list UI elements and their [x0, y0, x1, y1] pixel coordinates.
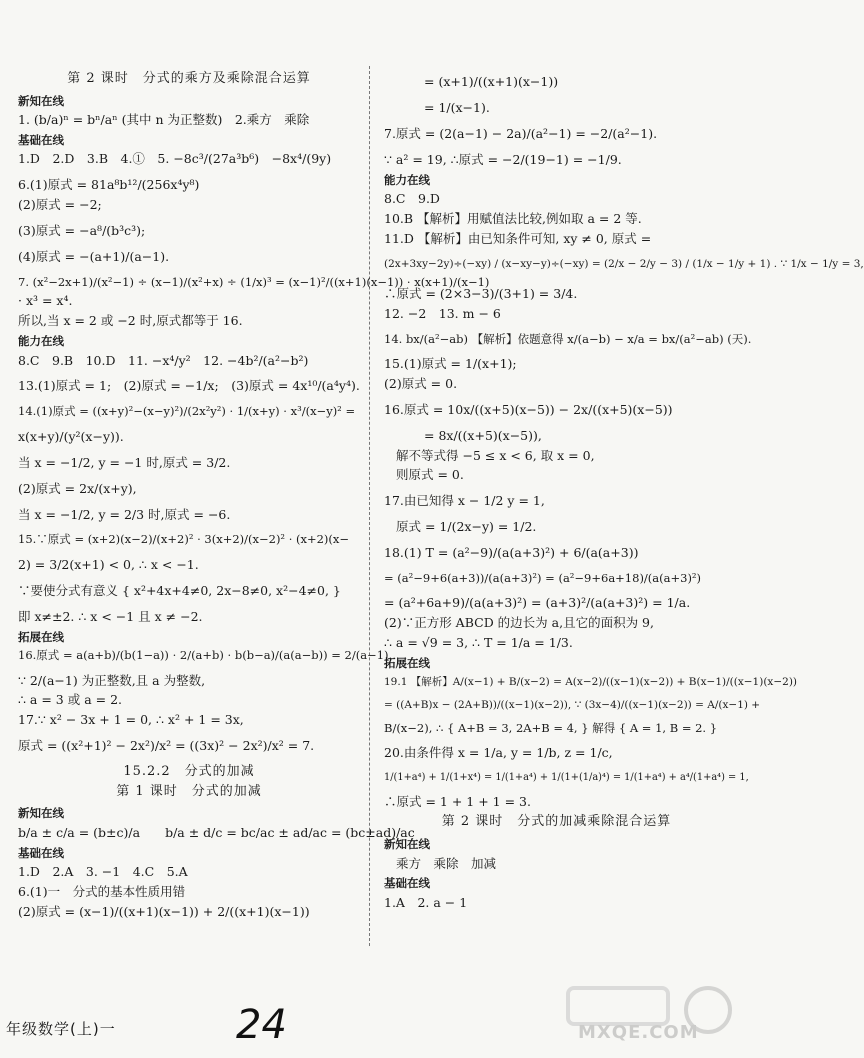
answer-line: ∴原式 = 1 + 1 + 1 = 3. [384, 793, 531, 809]
page-number: 24 [236, 1002, 287, 1048]
answer-line: 8.C 9.D [384, 191, 440, 207]
answer-line: 原式 = ((x²+1)² − 2x²)/x² = ((3x)² − 2x²)/x² = 7. [18, 738, 315, 754]
heading-nengli: 能力在线 [18, 334, 64, 349]
answer-line: 乘方 乘除 加减 [396, 855, 497, 871]
answer-line: 17.由已知得 x − 1/2 y = 1, [384, 493, 545, 509]
answer-line: = 8x/((x+5)(x−5)), [424, 427, 542, 443]
answer-line: (2x+3xy−2y)÷(−xy) / (x−xy−y)÷(−xy) = (2/x − 2/y − 3) / (1/x − 1/y + 1) . ∵ 1/x − 1/y = 3, [384, 257, 864, 270]
answer-line: x(x+y)/(y²(x−y)). [18, 428, 124, 444]
answer-line: B/(x−2), ∴ { A+B = 3, 2A+B = 4, } 解得 { A = 1, B = 2. } [384, 720, 718, 735]
answer-line: (3)原式 = −a⁸/(b³c³); [18, 223, 146, 239]
answer-line: ∴ a = 3 或 a = 2. [18, 692, 122, 708]
answer-line: 13.(1)原式 = 1; (2)原式 = −1/x; (3)原式 = 4x¹⁰/(a⁴y⁴). [18, 378, 360, 394]
answer-line: = 1/(x−1). [424, 99, 490, 115]
answer-line: 7.原式 = (2(a−1) − 2a)/(a²−1) = −2/(a²−1). [384, 125, 658, 141]
answer-line: 16.原式 = 10x/((x+5)(x−5)) − 2x/((x+5)(x−5)) [384, 401, 673, 417]
heading-xinzhi: 新知在线 [384, 836, 430, 851]
answer-line: 11.D 【解析】由已知条件可知, xy ≠ 0, 原式 = [384, 230, 652, 246]
answer-line: 14.(1)原式 = ((x+y)²−(x−y)²)/(2x²y²) · 1/(x+y) · x³/(x−y)² = [18, 404, 356, 419]
answer-line: 16.原式 = a(a+b)/(b(1−a)) · 2/(a+b) · b(b−a)/(a(a−b)) = 2/(a−1). [18, 648, 393, 663]
section-title: 第 2 课时 分式的乘方及乘除混合运算 [67, 71, 311, 86]
answer-line: 解不等式得 −5 ≤ x < 6, 取 x = 0, [396, 447, 595, 463]
answer-line: 所以,当 x = 2 或 −2 时,原式都等于 16. [18, 313, 243, 329]
answer-line: 8.C 9.B 10.D 11. −x⁴/y² 12. −4b²/(a²−b²) [18, 352, 309, 368]
answer-line: 6.(1)原式 = 81a⁸b¹²/(256x⁴y⁸) [18, 177, 200, 193]
column-divider [369, 66, 370, 946]
answer-line: 18.(1) T = (a²−9)/(a(a+3)²) + 6/(a(a+3)) [384, 545, 639, 561]
book-footer: 年级数学(上)一 [6, 1020, 116, 1038]
answer-line: (4)原式 = −(a+1)/(a−1). [18, 248, 170, 264]
answer-line: 1. (b/a)ⁿ = bⁿ/aⁿ (其中 n 为正整数) 2.乘方 乘除 [18, 112, 310, 128]
answer-line: 7. (x²−2x+1)/(x²−1) ÷ (x−1)/(x²+x) ÷ (1/x)³ = (x−1)²/((x+1)(x−1)) · x(x+1)/(x−1) [18, 274, 490, 289]
answer-line: ∵ 2/(a−1) 为正整数,且 a 为整数, [18, 672, 206, 688]
answer-line: 15.∵原式 = (x+2)(x−2)/(x+2)² · 3(x+2)/(x−2)² · (x+2)(x− [18, 532, 350, 547]
right-column [384, 74, 864, 915]
answer-line: 则原式 = 0. [396, 467, 464, 483]
answer-line: 1.D 2.D 3.B 4.① 5. −8c³/(27a³b⁶) −8x⁴/(9y) [18, 151, 332, 167]
answer-line: (2)∵正方形 ABCD 的边长为 a,且它的面积为 9, [384, 615, 654, 631]
answer-line: (2)原式 = 2x/(x+y), [18, 480, 137, 496]
answer-line: (2)原式 = (x−1)/((x+1)(x−1)) + 2/((x+1)(x−1)) [18, 903, 310, 919]
answer-line: ∵要使分式有意义 { x²+4x+4≠0, 2x−8≠0, x²−4≠0, } [18, 582, 341, 598]
answer-line: = (a²−9+6(a+3))/(a(a+3)²) = (a²−9+6a+18)/(a(a+3)²) [384, 570, 702, 585]
watermark-icon [548, 982, 738, 1054]
answer-line: · x³ = x⁴. [18, 293, 73, 309]
heading-jichu: 基础在线 [18, 132, 64, 147]
answer-line: ∵ a² = 19, ∴原式 = −2/(19−1) = −1/9. [384, 151, 622, 167]
answer-line: ∴ a = √9 = 3, ∴ T = 1/a = 1/3. [384, 635, 573, 651]
section-heading: 15.2.2 分式的加减 [123, 764, 255, 780]
answer-line: 1.A 2. a − 1 [384, 894, 468, 910]
answer-line: 1.D 2.A 3. −1 4.C 5.A [18, 864, 188, 880]
answer-line: b/a ± c/a = (b±c)/a b/a ± d/c = bc/ac ± ad/ac = (bc±ad)/ac [18, 824, 415, 840]
heading-nengli: 能力在线 [384, 172, 430, 187]
heading-jichu: 基础在线 [18, 845, 64, 860]
answer-line: 19.1 【解析】A/(x−1) + B/(x−2) = A(x−2)/((x−1)(x−2)) + B(x−1)/((x−1)(x−2)) [384, 675, 798, 688]
lesson-title: 第 2 课时 分式的加减乘除混合运算 [441, 814, 672, 830]
answer-line: 2) = 3/2(x+1) < 0, ∴ x < −1. [18, 556, 199, 572]
answer-line: = ((A+B)x − (2A+B))/((x−1)(x−2)), ∵ (3x−4)/((x−1)(x−2)) = A/(x−1) + [384, 698, 761, 711]
answer-line: 当 x = −1/2, y = −1 时,原式 = 3/2. [18, 454, 231, 470]
watermark-text: MXQE.COM [578, 1022, 699, 1043]
answer-line: 20.由条件得 x = 1/a, y = 1/b, z = 1/c, [384, 745, 613, 761]
heading-jichu: 基础在线 [384, 876, 430, 891]
answer-line: 6.(1)一 分式的基本性质用错 [18, 883, 186, 899]
heading-xinzhi: 新知在线 [18, 806, 64, 821]
answer-line: = (a²+6a+9)/(a(a+3)²) = (a+3)²/(a(a+3)²) = 1/a. [384, 595, 691, 611]
heading-xinzhi: 新知在线 [18, 93, 64, 108]
answer-line: ∴原式 = (2×3−3)/(3+1) = 3/4. [384, 285, 578, 301]
answer-line: (2)原式 = −2; [18, 197, 102, 213]
answer-line: 原式 = 1/(2x−y) = 1/2. [396, 519, 537, 535]
answer-line: (2)原式 = 0. [384, 375, 458, 391]
answer-line: 当 x = −1/2, y = 2/3 时,原式 = −6. [18, 506, 231, 522]
watermark-logo [548, 982, 738, 1054]
answer-line: 10.B 【解析】用赋值法比较,例如取 a = 2 等. [384, 210, 642, 226]
answer-line: 15.(1)原式 = 1/(x+1); [384, 356, 517, 372]
lesson-title: 第 1 课时 分式的加减 [116, 783, 262, 799]
answer-line: 12. −2 13. m − 6 [384, 305, 501, 321]
answer-line: 1/(1+a⁴) + 1/(1+x⁴) = 1/(1+a⁴) + 1/(1+(1/a)⁴) = 1/(1+a⁴) + a⁴/(1+a⁴) = 1, [384, 772, 749, 784]
answer-line: 17.∵ x² − 3x + 1 = 0, ∴ x² + 1 = 3x, [18, 712, 244, 728]
answer-line: 即 x≠±2. ∴ x < −1 且 x ≠ −2. [18, 608, 203, 624]
heading-tuozhan: 拓展在线 [384, 656, 430, 671]
answer-line: 14. bx/(a²−ab) 【解析】依题意得 x/(a−b) − x/a = bx/(a²−ab) (天). [384, 331, 752, 346]
heading-tuozhan: 拓展在线 [18, 629, 64, 644]
answer-line: = (x+1)/((x+1)(x−1)) [424, 74, 559, 89]
